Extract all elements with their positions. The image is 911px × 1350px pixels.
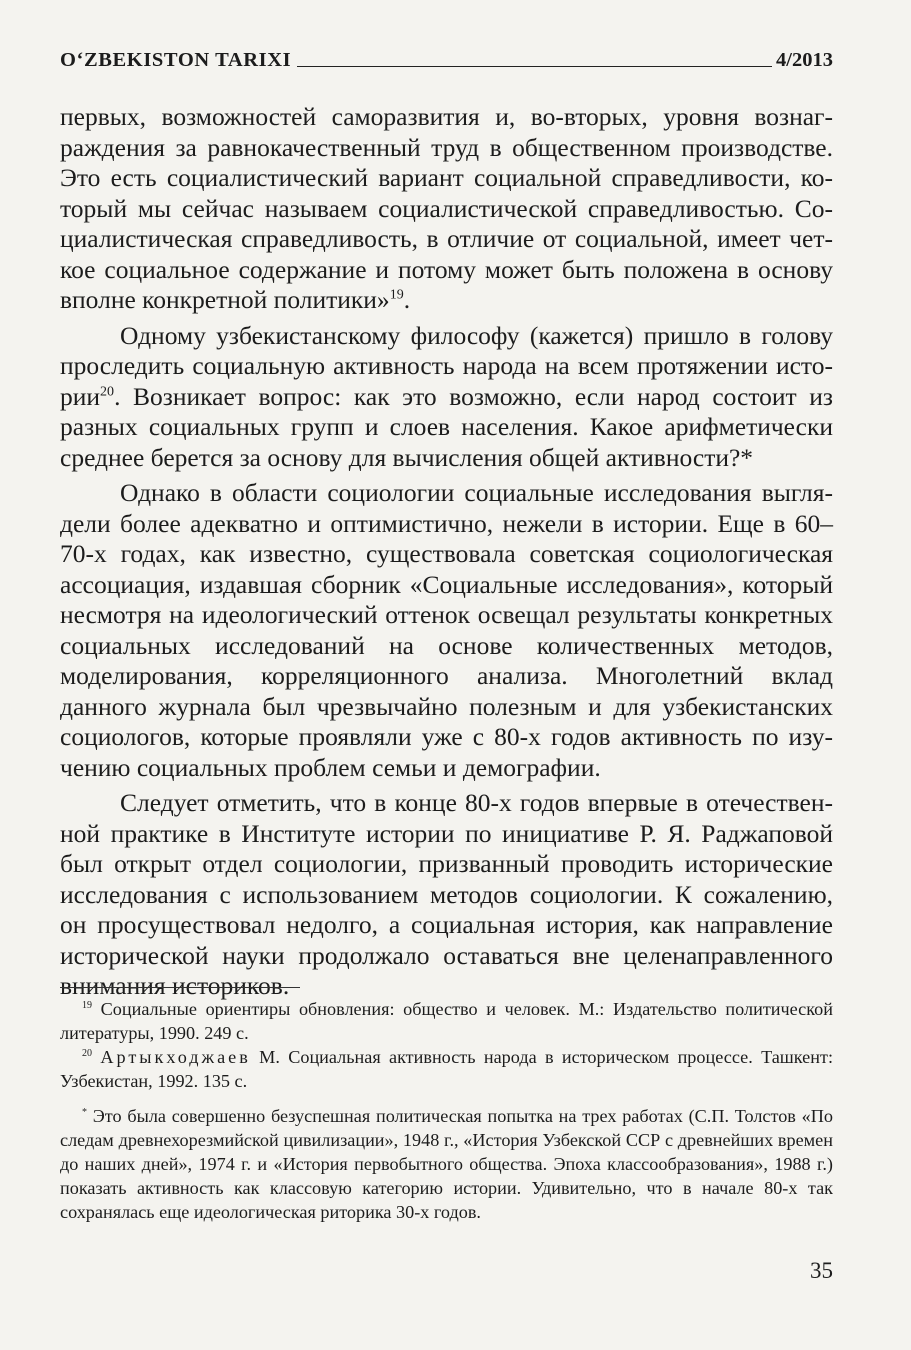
footnote-asterisk: * Это была совершенно безуспешная политическая попытка на трех работах (С.П. Толстов «По следам древнехорезмийской цивилизации», 1948 г., «История Узбекской ССР с древнейших времен до наших дней», 1974 г. и «История первобытного общества. Эпоха классообразования», 1988 г.) показать активность как классовую категорию истории. Удивительно, что в начале 80-х так сохранялась еще идеологическая риторика 30-х годов. xyxy=(60,1106,833,1222)
footnote-20: $^{20}$ Артыкходжаев М. Социальная активность народа в историческом процессе. Ташкент: Узбекистан, 1992. 135 с. xyxy=(60,1047,833,1091)
footnote-19: $^{19}$ Социальные ориентиры обновления: общество и человек. М.: Издательство политической литературы, 1990. 249 с. xyxy=(60,999,833,1043)
paragraph-3: Однако в области социологии социальные исследования выглядели более адекватно и оптимистично, нежели в истории. Еще в 60–70-х годах, как известно, существовала советская социологическая ассоциация, издавшая сборник «Социальные исследования», который несмотря на идеологический оттенок освещал результаты конкретных социальных исследований на основе количественных методов, моделирования, корреляционного анализа. Многолетний вклад данного журнала был чрезвычайно полезным и для узбекистанских социологов, которые проявляли уже с 80-х годов активность по изучению социальных проблем семьи и демографии. xyxy=(60,478,833,782)
paragraph-4: Следует отметить, что в конце 80-х годов впервые в отечественной практике в Институте истории по инициативе Р. Я. Раджаповой был открыт отдел социологии, призванный проводить исторические исследования с использованием методов социологии. К сожалению, он просуществовал недолго, а социальная история, как направление исторической науки продолжало оставаться вне целенаправленного внимания историков. xyxy=(60,788,833,1000)
footnotes xyxy=(60,997,833,1224)
footnote-ref-19: 19 xyxy=(389,287,404,303)
page-number: 35 xyxy=(810,1258,833,1283)
paragraph-2: Одному узбекистанскому философу (кажется) пришло в голову проследить социальную активность народа на всем протяжении истории$^{20}$. Возникает вопрос: как это возможно, если народ состоит из разных социальных групп и слоев населения. Какое арифметически среднее берется за основу для вычисления общей активности?* xyxy=(60,320,833,472)
footnote-ref-20: 20 xyxy=(100,384,115,399)
footnote-separator xyxy=(60,987,300,988)
footnote-mark: 20 xyxy=(82,1047,92,1059)
issue-number: 4/2013 xyxy=(776,49,833,71)
main-text xyxy=(60,102,833,1002)
running-header xyxy=(60,40,833,72)
journal-title: O‘ZBEKISTON TARIXI xyxy=(60,49,292,71)
footnote-mark: 19 xyxy=(82,999,92,1011)
footnote-mark: * xyxy=(82,1106,87,1118)
header-rule xyxy=(297,66,772,67)
paragraph-1: первых, возможностей саморазвития и, во-вторых, уровня вознаграждения за равнокачественный труд в общественном производстве. Это есть социалистический вариант социальной справедливости, который мы сейчас называем социалистической справедливостью. Социалистическая справедливость, в отличие от социальной, имеет четкое социальное содержание и потому может быть положена в основу вполне конкретной политики»$^{19}$. xyxy=(60,102,833,314)
footnote-author: Артыкходжаев xyxy=(100,1047,251,1067)
